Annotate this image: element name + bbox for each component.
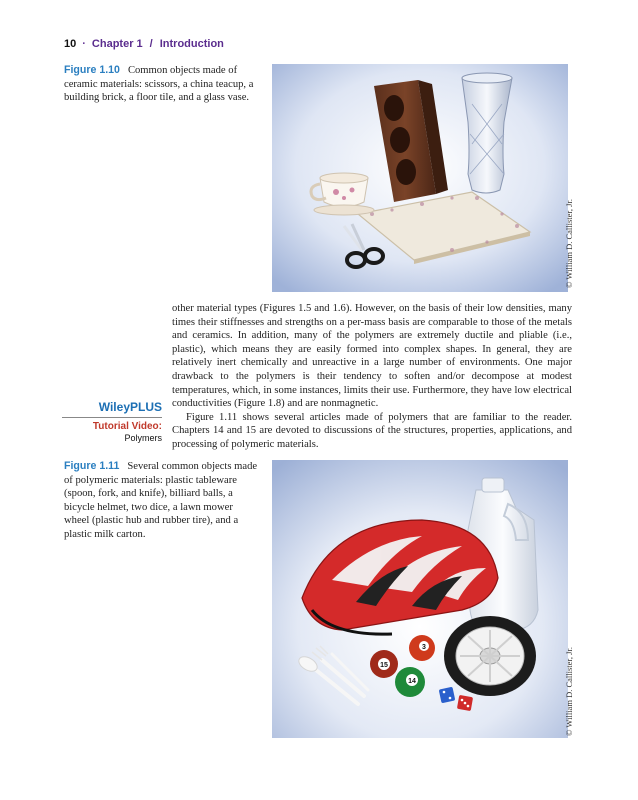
wileyplus-brand: WileyPLUS — [62, 400, 162, 418]
chapter-title: Introduction — [159, 38, 224, 50]
figure-1-11-caption-text: Several common objects made of polymeric materials: plastic tableware (spoon, fork, and knife), billiard balls, a bicycle helmet, two dice, a lawn mower wheel (plastic hub and rubber tire), and a plastic milk carton. — [64, 461, 258, 540]
figure-1-11-photo — [272, 460, 568, 738]
header-slash: / — [149, 38, 153, 50]
figure-1-11-label: Figure 1.11 — [64, 460, 120, 472]
tutorial-topic: Polymers — [124, 433, 162, 443]
body-paragraph-1: other material types (Figures 1.5 and 1.6). However, on the basis of their low densities, many times their stiffnesses and strengths on a per-mass basis are comparable to those of the metals and ceramics. In addition, many of the polymers are extremely ductile and pliable (i.e., plastic), which means they are easily formed into complex shapes. In general, they are relatively inert chemically and unreactive in a large number of environments. One major drawback to the polymers is their tendency to soften and/or decompose at modest temperatures, which, in some instances, limits their use. Furthermore, they have low electrical conductivities (Figure 1.8) and are nonmagnetic. — [172, 303, 572, 410]
billiard-ball-15-label: 15 — [380, 662, 388, 669]
billiard-ball-14-label: 14 — [408, 678, 416, 685]
billiard-ball-3-label: 3 — [422, 644, 426, 651]
body-text — [172, 302, 572, 452]
figure-1-10-label: Figure 1.10 — [64, 64, 120, 76]
figure-1-10-caption-text: Common objects made of ceramic materials: scissors, a china teacup, a building brick, a floor tile, and a glass vase. — [64, 65, 254, 104]
running-header — [64, 38, 224, 50]
body-paragraph-2: Figure 1.11 shows several articles made of polymers that are familiar to the reader. Chapters 14 and 15 are devoted to discussions of the structures, properties, applications, and processing of polymeric materials. — [172, 411, 572, 450]
page-number: 10 — [64, 38, 77, 50]
figure-1-10-photo — [272, 64, 568, 292]
figure-1-10-credit: © William D. Callister, Jr. — [564, 199, 574, 288]
ceramic-objects-image — [272, 64, 568, 292]
figure-1-10-caption — [64, 64, 260, 105]
figure-1-11-credit: © William D. Callister, Jr. — [564, 647, 574, 736]
wileyplus-sidebar[interactable] — [62, 400, 162, 443]
figure-1-11-caption — [64, 460, 260, 542]
chapter-label: Chapter 1 — [91, 38, 143, 50]
header-separator: · — [82, 38, 86, 50]
polymer-objects-image — [272, 460, 568, 738]
tutorial-video-link[interactable]: Tutorial Video: — [92, 421, 162, 432]
